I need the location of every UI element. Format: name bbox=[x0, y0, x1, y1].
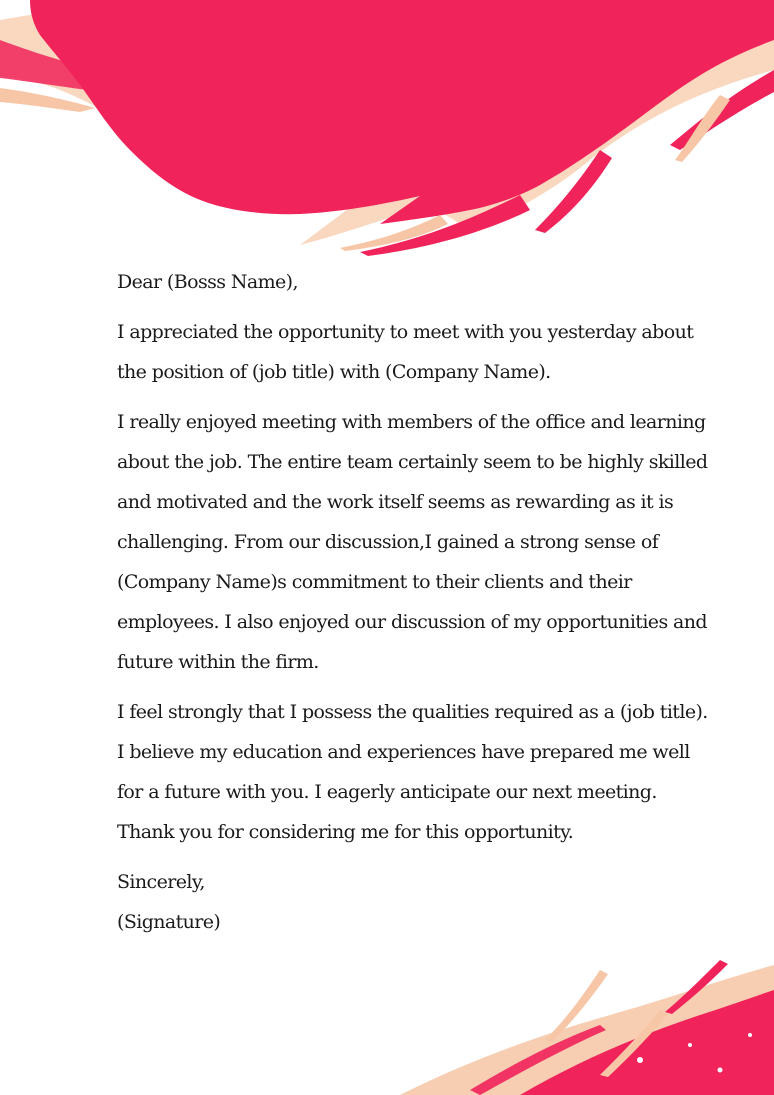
brush-stroke-bottom-decoration bbox=[0, 940, 774, 1095]
letter-greeting: Dear (Bosss Name), bbox=[117, 271, 298, 293]
letter-closing: Sincerely, bbox=[117, 871, 205, 893]
letter-paragraph-2: I really enjoyed meeting with members of the office and learning about the job. The entire team certainly seem to be highly skilled and motivated and the work itself seems as rewarding as it is challenging. From our discussion,I gained a strong sense of (Company Name)s commitment to their clients and their employees. I also enjoyed our discussion of my opportunities and future within the firm. bbox=[117, 411, 708, 673]
letter-body bbox=[117, 262, 717, 942]
letter-signature: (Signature) bbox=[117, 911, 221, 933]
brush-stroke-top-decoration bbox=[0, 0, 774, 260]
letter-paragraph-1: I appreciated the opportunity to meet with you yesterday about the position of (job title) with (Company Name). bbox=[117, 321, 694, 383]
letter-paragraph-3: I feel strongly that I possess the qualities required as a (job title). I believe my education and experiences have prepared me well for a future with you. I eagerly anticipate our next meeting. Thank you for considering me for this opportunity. bbox=[117, 701, 708, 843]
